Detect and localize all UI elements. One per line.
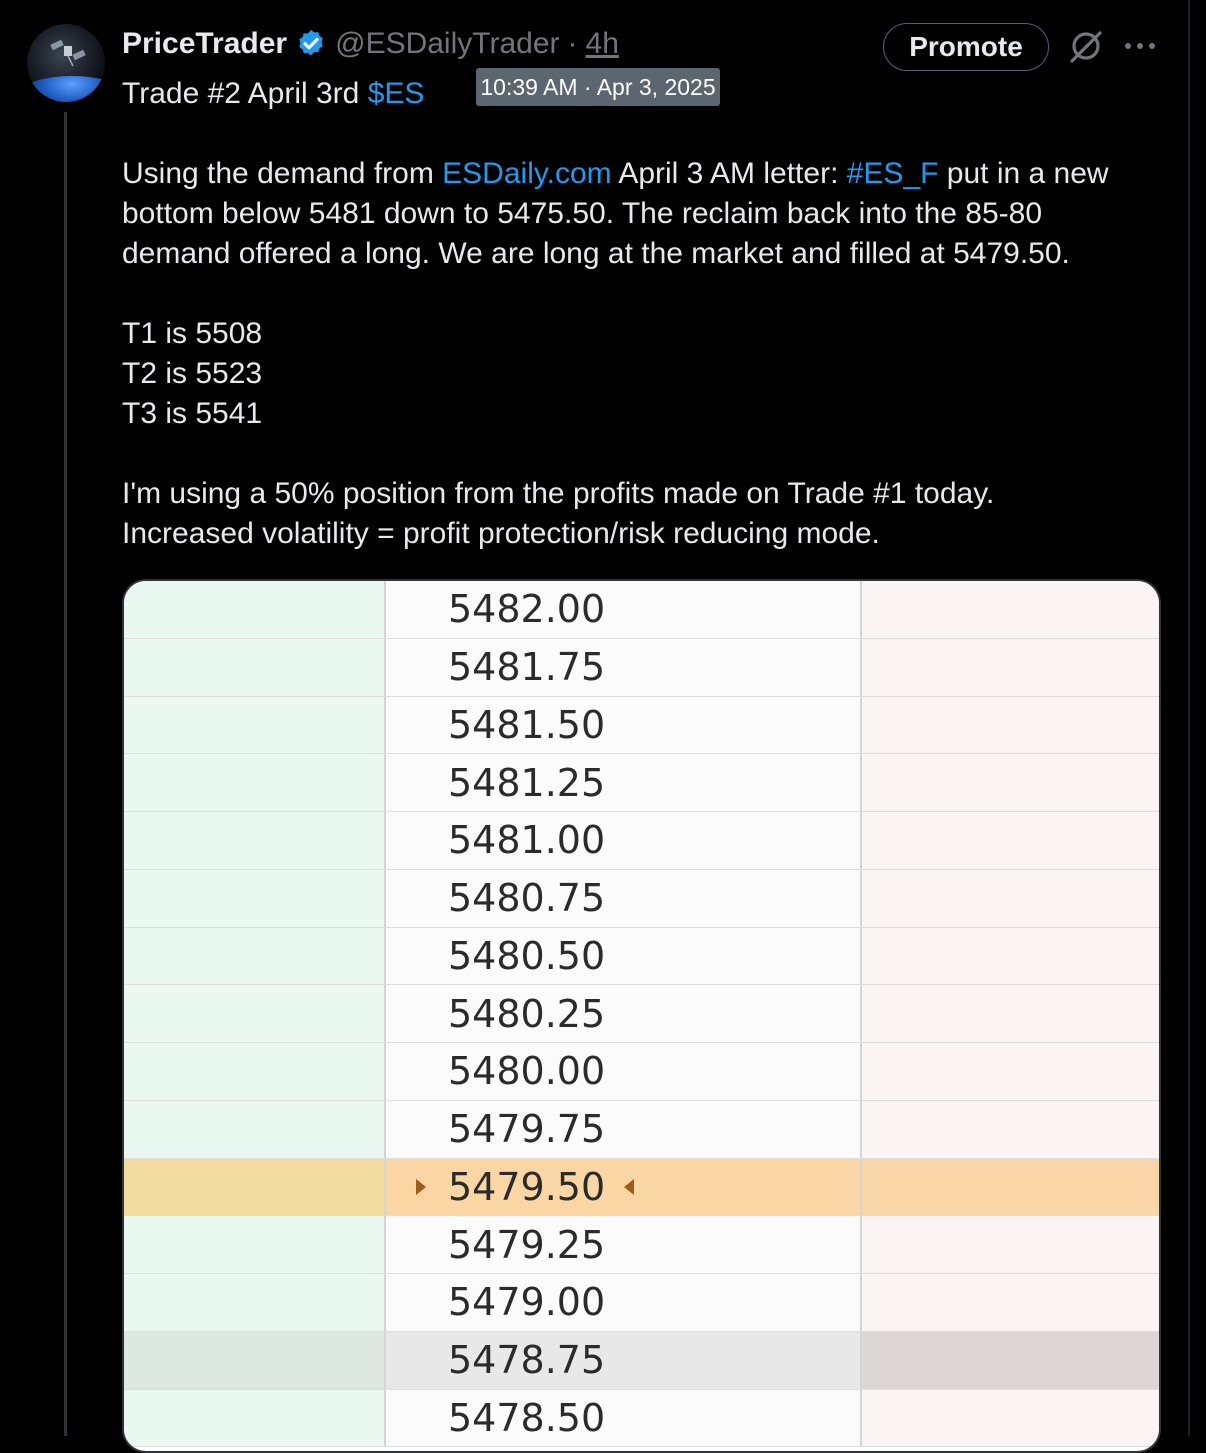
ladder-row [124,697,1159,755]
separator-dot: · [567,27,578,60]
bid-cell [124,1390,386,1447]
ladder-row [124,812,1159,870]
esdaily-link[interactable]: ESDaily.com [442,157,612,190]
left-pointer-icon [624,1179,634,1195]
price-cell [386,1101,862,1158]
bid-cell [124,1274,386,1331]
ladder-row [124,639,1159,697]
ask-cell [862,1332,1159,1389]
post-title-line: Trade #2 April 3rd $ES [122,77,425,110]
price-cell [386,1216,862,1273]
price-cell [386,639,862,696]
ladder-row [124,1101,1159,1159]
ask-cell [862,1043,1159,1100]
price-label: 5482.00 [448,587,606,632]
price-label: 5480.50 [448,933,606,978]
ask-cell [862,1390,1159,1447]
target-1: T1 is 5508 [122,317,263,350]
price-label: 5480.00 [448,1049,606,1094]
price-cell [386,1332,862,1389]
bid-cell [124,581,386,638]
price-cell [386,870,862,927]
ask-cell [862,985,1159,1042]
bid-cell [124,1159,386,1216]
bid-cell [124,639,386,696]
ask-cell [862,754,1159,811]
ask-cell [862,870,1159,927]
thread-line [64,112,67,1436]
price-cell [386,1390,862,1447]
ladder-row [124,870,1159,928]
column-border [1188,0,1190,1436]
ladder-row [124,1332,1159,1390]
author-name[interactable]: PriceTrader [122,27,288,60]
price-label: 5478.50 [448,1395,606,1440]
ladder-row [124,1043,1159,1101]
timestamp-tooltip: 10:39 AM · Apr 3, 2025 [476,68,720,106]
price-label: 5479.50 [448,1164,606,1209]
ask-cell [862,1159,1159,1216]
ladder-row [124,1274,1159,1332]
ask-cell [862,928,1159,985]
ask-cell [862,697,1159,754]
bid-cell [124,812,386,869]
price-label: 5480.75 [448,876,606,921]
bid-cell [124,870,386,927]
ladder-row [124,754,1159,812]
post-paragraph-3-line-1: I'm using a 50% position from the profits made on Trade #1 today. [122,477,995,510]
price-label: 5481.25 [448,760,606,805]
price-label: 5480.25 [448,991,606,1036]
bid-cell [124,1101,386,1158]
post-text [122,74,1132,554]
price-label: 5479.75 [448,1107,606,1152]
grok-icon[interactable] [1068,28,1104,64]
price-label: 5481.50 [448,702,606,747]
ask-cell [862,1274,1159,1331]
price-label: 5479.25 [448,1222,606,1267]
ladder-row [124,1390,1159,1448]
satellite-image [49,38,89,68]
bid-cell [124,697,386,754]
ladder-row [124,581,1159,639]
ask-cell [862,581,1159,638]
ask-cell [862,639,1159,696]
target-3: T3 is 5541 [122,397,263,430]
price-ladder [124,581,1159,1447]
price-label: 5479.00 [448,1280,606,1325]
post-paragraph-3-line-2: Increased volatility = profit protection/risk reducing mode. [122,517,880,550]
price-cell [386,1159,862,1216]
cashtag-link[interactable]: $ES [367,77,425,110]
ladder-row [124,928,1159,986]
ask-cell [862,1216,1159,1273]
price-label: 5478.75 [448,1338,606,1383]
price-label: 5481.75 [448,645,606,690]
verified-badge-icon[interactable] [295,28,327,60]
price-cell [386,812,862,869]
price-cell [386,754,862,811]
post-header [122,24,619,64]
promote-button[interactable]: Promote [883,23,1049,71]
price-cell [386,928,862,985]
bid-cell [124,1043,386,1100]
author-handle[interactable]: @ESDailyTrader [335,27,560,60]
price-cell [386,1043,862,1100]
hashtag-link[interactable]: #ES_F [846,157,939,190]
ladder-row [124,985,1159,1043]
price-cell [386,1274,862,1331]
price-cell [386,985,862,1042]
bid-cell [124,928,386,985]
bid-cell [124,1332,386,1389]
post-paragraph-1: Using the demand from ESDaily.com April 3 AM letter: #ES_F put in a new bottom below 5481 down to 5475.50. The reclaim back into the 85-80 demand offered a long. We are long at the market and filled at 5479.50. [122,157,1109,270]
target-2: T2 is 5523 [122,357,263,390]
ladder-row [124,1159,1159,1217]
bid-cell [124,754,386,811]
avatar[interactable] [27,24,105,102]
price-cell [386,697,862,754]
ask-cell [862,1101,1159,1158]
ladder-row [124,1216,1159,1274]
right-pointer-icon [416,1179,426,1195]
post-time-link[interactable]: 4h [585,27,619,60]
bid-cell [124,1216,386,1273]
post-image-price-ladder[interactable] [122,579,1161,1453]
price-label: 5481.00 [448,818,606,863]
bid-cell [124,985,386,1042]
more-icon[interactable] [1122,36,1158,56]
price-cell [386,581,862,638]
ask-cell [862,812,1159,869]
